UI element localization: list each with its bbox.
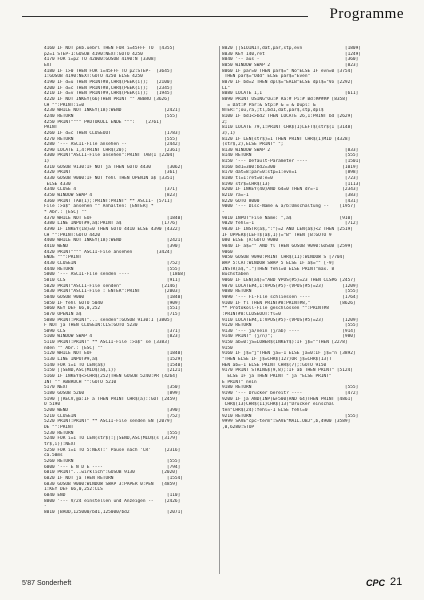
code-line: 5120 WHILE NOT EOF [1840]	[44, 351, 183, 357]
code-line: 4260 IF d=c THEN CLOSEOUT [1783]	[44, 130, 181, 136]
code-line: 9210 RETURN [555]	[222, 413, 359, 419]
code-line: ten"CHR$(24):fehl=-1 ELSE fehl=0	[222, 408, 308, 413]
code-line: 9140 PRINT" (j/n)"; [980]	[222, 334, 356, 340]
code-line: 9200 IF ja AND(INP(&F500)AND 64)THEN PRINT [4861]	[222, 396, 353, 402]
code-line: 080 ELSE |A:GOTO 9080	[222, 238, 279, 244]
code-line: 4270 RETURN [555]	[44, 136, 178, 142]
code-line: 4220 IF NOT INKEY(66)THEN PRINT "" ABBRU [3626]	[44, 96, 170, 102]
code-line: 5110 PRINT:PRINT" ** ASCII-File :>a$" se [3383]	[44, 340, 170, 346]
code-line: :PRINT#8:CLOSEOUT:fl=0	[222, 311, 281, 317]
code-line: 5190 ||RECV,@a:IF a THEN PRINT CHR$(a)::GOT [2459]	[44, 396, 178, 402]
code-line: 5180 GOSUB 5260 [899]	[44, 391, 181, 397]
code-line: 8180 tl=1:ret=0:e=0 [723]	[222, 176, 359, 182]
code-line: 2;	[222, 119, 228, 125]
code-line: 9080 RETURN [555]	[222, 289, 359, 295]
code-line: 5000 '--- ASCII-File senden ---- [1868]	[44, 272, 186, 278]
column-divider	[219, 46, 220, 574]
code-line: 4390 IF INKEY(18)=0 THEN GOTO 4410 ELSE 4390 [4322]	[44, 227, 181, 232]
code-line: ENDE """:PRINT	[44, 255, 82, 261]
code-line: 9180 RETURN [555]	[222, 385, 359, 391]
code-line: Buchstaben	[222, 272, 249, 278]
code-line: 5210 CLOSEIN [752]	[44, 413, 181, 419]
listing-column-left	[44, 46, 219, 576]
code-line: 8150 '--- Default-Parameter ---- [1501]	[222, 159, 361, 165]
code-line: 3),1)	[222, 130, 236, 136]
code-line: 5230 RETURN [555]	[44, 430, 181, 436]
code-line: ELSE IF ja THEN PRINT " ja "ELSE PRINT"	[222, 374, 335, 380]
code-line: (str$,2),ELSE PRINT" ";	[222, 142, 284, 148]
code-line: 8040 '-- aus - [360]	[222, 57, 359, 63]
code-line: 8140 RETURN [555]	[222, 153, 359, 159]
code-line: F NOT ja THEN CLOSEIN:CLS:GOTO 5230	[44, 323, 138, 329]
code-line: 4210 IF d=v THEN PRINT#9,CHR$(PEEK(i)); [1945]	[44, 91, 173, 97]
code-line: 5070 OPENIN a$ [715]	[44, 311, 181, 317]
code-line: 9170 PRINT STRING$(9,8);:IF ab THEN PRINT" [5124]	[222, 368, 353, 374]
code-line: 8050 WINDOW SWAP 2 [823]	[222, 62, 359, 68]
code-line: nden "" Abr.: [ESC] ""	[44, 345, 103, 351]
code-line: 5150 ||SEND,ASC(MID$(a$,i)) [2121]	[44, 368, 183, 374]
code-line: ca.50ms	[44, 453, 63, 459]
code-line: O 5190	[44, 402, 61, 408]
code-line: E PRINT" nein	[222, 379, 257, 385]
code-line: INT "" ABBRUCH "":GOTO 5210	[44, 379, 117, 385]
code-line: 5080 PRINT:PRINT"... senden":GOSUB 9130:I [3805]	[44, 317, 173, 323]
code-line: 4410 WEND [390]	[44, 243, 181, 249]
code-line: File :>a$" ansehen "" Anhalten: [ENTER] *	[44, 204, 154, 210]
code-line: LL"	[222, 85, 231, 91]
code-line: ELSE 4330	[44, 181, 71, 187]
code-line: 4380 LINE INPUT#9,a$:PRINT a$ [1776]	[44, 221, 178, 227]
code-line: 9030 IF INSTR(a$,":")=2 AND LEN(a$)<2 THEN [2519]	[222, 227, 353, 232]
code-line: -	[44, 504, 47, 510]
code-line: 4300 PRINT"ASCII-File ansehen":PRINT TAB(1 [2204]	[44, 153, 175, 159]
code-line: 8190 str$=CHR$(13) [1113]	[222, 181, 361, 187]
code-line: CHR$(13)CHR$(11)CHR$(13)"Drucker einschal	[222, 402, 335, 408]
code-line: 6040 END [110]	[44, 492, 181, 498]
issue-label: 5'87 Sonderheft	[22, 580, 72, 587]
code-line: 9010 INPUT"File Name: ",a$ [910]	[222, 215, 353, 221]
code-line: 5140 FOR i=1 TO LEN(a$) [1540]	[44, 362, 183, 368]
code-line: 8220 GOTO 8000 [431]	[222, 198, 359, 204]
code-line: 8120 IF LEN(str$)=1 THEN PRINT CHR$(1)MID [4328]	[222, 136, 351, 142]
code-line: 8010 |BAUD,125000/bd1,125000/bd2 [2071]	[44, 509, 183, 515]
code-line: 4280 '--- ASCII-File ansehen -- [2442]	[44, 142, 181, 148]
code-line: 5130 LINE INPUT#9,a$ [1529]	[44, 357, 183, 363]
code-line: 4190 IF d=u THEN PRINT#8,CHR$(PEEK(i)); [2100]	[44, 79, 173, 85]
code-line: 5250 FOR i=1 TO 5:NEXT:' Pause nach 'CR' [2316]	[44, 447, 181, 453]
code-line: CH "":PRINT:i=0	[44, 102, 85, 108]
code-line: 9130 '--- ja/nein (j/ab) ---- [914]	[222, 328, 356, 334]
code-line: 6020 IF NOT ja THEN RETURN [1554]	[44, 475, 183, 481]
code-line: 4170 FOR i=p2 TO 42000:GOSUB 4190:N [3308]	[44, 57, 157, 63]
code-line: 1)	[44, 159, 50, 165]
code-line: THEN par$="Odd" ELSE par$="Even"	[222, 74, 311, 80]
code-line: 9050 GOSUB 9090:PRINT CHR$(11):WINDOW S [7704]	[222, 255, 345, 261]
code-line: 8130 WINDOW SWAP 2 [833]	[222, 147, 359, 153]
code-line: 5260 RETURN [555]	[44, 458, 181, 464]
code-line: 4200 IF d=c THEN PRINT#8,CHR$(PEEK(i)); [2345]	[44, 85, 173, 91]
listing-column-right	[222, 46, 400, 576]
code-line: 4240 RETURN [555]	[44, 113, 178, 119]
magazine-logo: CPC	[366, 578, 386, 588]
code-line: WAP 5:CAT:WINDOW SWAP 5 ELSE IF a$="" [-9]	[222, 260, 335, 266]
code-line: 5240 FOR i=1 TO LEN(str$):||SEND,ASC(MID$(s [3179]	[44, 436, 178, 442]
code-line: 4320 PRINT [361]	[44, 170, 178, 176]
code-line: 1:KEY DEF 66,0,252:CLS	[44, 487, 103, 493]
code-line: 4180 IF i>0 THEN FOR i=45FFF TO p2:STEP- [3645]	[44, 68, 173, 74]
code-line: 9000 '--- Disc-Name & a/b:Umschaltung -- [1957]	[222, 204, 356, 210]
page-number: 21	[390, 576, 403, 588]
code-line: 8090 PRINT USING"Ou:# Ra:# Pi:# Bd:##### [8358]	[222, 96, 348, 102]
code-line: -	[222, 210, 225, 216]
code-line: 8080 LOCATE 1,1 [611]	[222, 91, 359, 97]
code-line: 5160 IF INKEY$<>CHR$(252)THEN GOSUB 5240:PR [4264]	[44, 374, 178, 380]
code-line: 5090 CLS [371]	[44, 328, 181, 334]
code-line: 9999 SAVE"cpc-term":SAVE"MAIL.OBJ",b,4900 [3589]	[222, 419, 351, 425]
code-line: = Dat:# Par:& Stp:# & = & Dupl: &	[222, 102, 316, 108]
code-line: 5050 IF fehl GOTO 5040 [909]	[44, 300, 181, 306]
code-line: "THEN ELSE IF j$=CHR$(127)OR j$=CHR$(13)T	[222, 357, 332, 363]
code-line: 9060	[222, 249, 233, 255]
code-line: 6000 '--- E N D E ---- [794]	[44, 464, 181, 470]
code-line: HEN ab=-1 ELSE PRINT CHR$(7);:GOTO 9150	[222, 362, 327, 368]
code-line: 8170 dat=8:par=0:stp=1:evn=1 [898]	[222, 170, 359, 176]
code-line: ,0,6280:STOP	[222, 424, 255, 430]
code-line: 8020 ||SIOINIT,dat,par,stp,evn [1809]	[222, 46, 361, 51]
code-line: 8070 IF bd=2 THEN dpl$="EALB"ELSE dpl$="Vo [2292]	[222, 79, 353, 85]
code-line: 5200 WEND [390]	[44, 408, 181, 413]
code-line: 5040 GOSUB 9000 [1840]	[44, 294, 183, 300]
code-line: 9040 IF a$="" AND fl THEN GOSUB 9090:GOSUB [2599]	[222, 243, 353, 249]
code-line: 4230 WHILE NOT INKEY(18):WEND [2421]	[44, 108, 181, 114]
code-line: CH "":PRINT:GOTO 4420	[44, 232, 101, 238]
code-line: 5010 CLS [911]	[44, 277, 181, 283]
code-line: 5020 PRINT"ASCII-File senden" [2146]	[44, 283, 178, 289]
code-line: 9020 fehl=-1 [712]	[222, 221, 359, 227]
code-line: 9070 LOCATE#4,1:VPOS(#5)-(VPOS(#5)=23) [1209]	[222, 283, 359, 289]
code-line: 9060 IF LEN(a$)="ABD VPOS(#5)=23 THEN CLS#6 [2457]	[222, 277, 356, 283]
code-line: 8060 IF par=0 THEN par$=" No"ELSE IF evn=0 [3754]	[222, 68, 353, 74]
code-line: p2=1 STEP-1:GOSUB 4190:NEXT:GOTO 4250	[44, 51, 143, 57]
code-line: 4440 RETURN [555]	[44, 266, 181, 272]
section-title: Programme	[329, 6, 404, 22]
code-line: 5100 WINDOW SWAP 4 [823]	[44, 334, 181, 340]
code-line: 9150	[222, 345, 233, 351]
code-line: 9100 IF fl THEN PRINT#8:PRINT#8," [8626]	[222, 300, 356, 306]
code-line: 6010 PRINT"...wirklich":GOSUB 9130 [2020]	[44, 470, 178, 476]
code-line: 9120 RETURN [555]	[222, 323, 359, 329]
code-line: 5030 PRINT"ASCII-File : ENTER":PRINT [2003]	[44, 289, 181, 295]
code-line: 4420 PRINT"""" ASCII-File ansehen [3424]	[44, 249, 173, 255]
header-rule	[22, 16, 308, 17]
code-line: 1:GOSUB 4190:NEXT:GOTO 4250 ELSE 4250	[44, 74, 143, 80]
code-line: tr$,i)):NEXT	[44, 441, 77, 447]
code-line: DE "":PRINT	[44, 424, 74, 430]
code-line: EXT	[44, 62, 53, 68]
code-line: 8110 LOCATE 79,1:PRINT CHR$(1)LEFT$(str$(1 [3148]	[222, 125, 353, 131]
code-line: 5170 NEXT [350]	[44, 385, 181, 391]
code-line: PRINT	[44, 125, 58, 131]
code-line: 9150 ab=0:jS=LOWER$(INKEY$):IF j$=""THEN [2278]	[222, 340, 348, 346]
code-line: 9160 IF j$="j"THEN ja=-1 ELSE ja=0:IF j$="n [3892]	[222, 351, 356, 357]
code-line: 4330 GOSUB 9000:IF NOT fehl THEN OPENIN a$ [3351]	[44, 176, 175, 182]
code-line: 4290 LOCATE 1,4:PRINT CHR$(20); [2361]	[44, 147, 181, 153]
code-line: 8000 '--- V/24 einstellen und Anzeigen -- [2426]	[44, 498, 181, 504]
code-line: 8210 ra=-1 [383]	[222, 193, 359, 199]
code-line: 4350 WINDOW SWAP 4 [823]	[44, 193, 178, 199]
code-line: * Abr.: [ESC] ""	[44, 210, 87, 216]
code-line: 4250 PRINT"""" PROTOKOLL ENDE """: [2761]	[44, 119, 162, 125]
code-line: 6030 GOSUB 9000:WINDOW SWAP 3:PAPER 0:PEN [4859]	[44, 481, 178, 487]
code-line: NTER:";ou,ra,;tl,bd1,dat,par$,stp,dpl$	[222, 108, 324, 114]
code-line: 9190 '--- Drucker bereit? ---- [472]	[222, 391, 359, 397]
code-line: 4340 CLOSE 4 [371]	[44, 187, 178, 193]
code-line: 9090 '--- Fi-File schliessen ---- [1764]	[222, 294, 359, 300]
code-line: 4430 CLOSEIN [752]	[44, 260, 181, 266]
code-line: 4160 IF NOT pkb.uebrl THEN FOR i=45FFF TO [4355]	[44, 46, 175, 51]
code-line: ** Protokoll-File geschlossen "":PRINT#8	[222, 306, 329, 312]
code-line: 8100 IF bd1<>bd2 THEN LOCATE 26,1:PRINT bd [2629]	[222, 113, 353, 119]
code-line: 8030 KEY 140,ret [1249]	[222, 51, 361, 57]
code-line: 8200 IF INKEY(40)AND 64=0 THEN dr=-1 [2343]	[222, 187, 359, 193]
code-line: INSTR(a$,".")THEN fehl=0 ELSE PRINT"max. 8	[222, 266, 335, 272]
code-line: 9110 LOCATE#4,1:VPOS(#5)-(VPOS(#5)=23) [1209]	[222, 317, 359, 323]
code-line: 5220 PRINT:PRINT" ** ASCII-File senden EN [2079]	[44, 419, 173, 425]
code-line: 4400 WHILE NOT INKEY(18):WEND [2421]	[44, 238, 183, 244]
code-line: 4370 WHILE NOT EOF [1840]	[44, 215, 183, 221]
code-line: 5060 KEY DEF 66,0,252 [551]	[44, 306, 181, 312]
code-line: 4310 GOSUB 9130:IF NOT ja THEN GOTO 4430 [3062]	[44, 164, 183, 170]
code-line: 4360 PRINT TAB(1);:PRINT:PRINT" ** ASCII- [5711]	[44, 198, 173, 204]
code-line: 8160 bd1=300:bd2=300 [1019]	[222, 164, 359, 170]
code-line: IF UPPER$(LEFT$(a$,1))="B" THEN |B:GOTO 9	[222, 232, 332, 238]
